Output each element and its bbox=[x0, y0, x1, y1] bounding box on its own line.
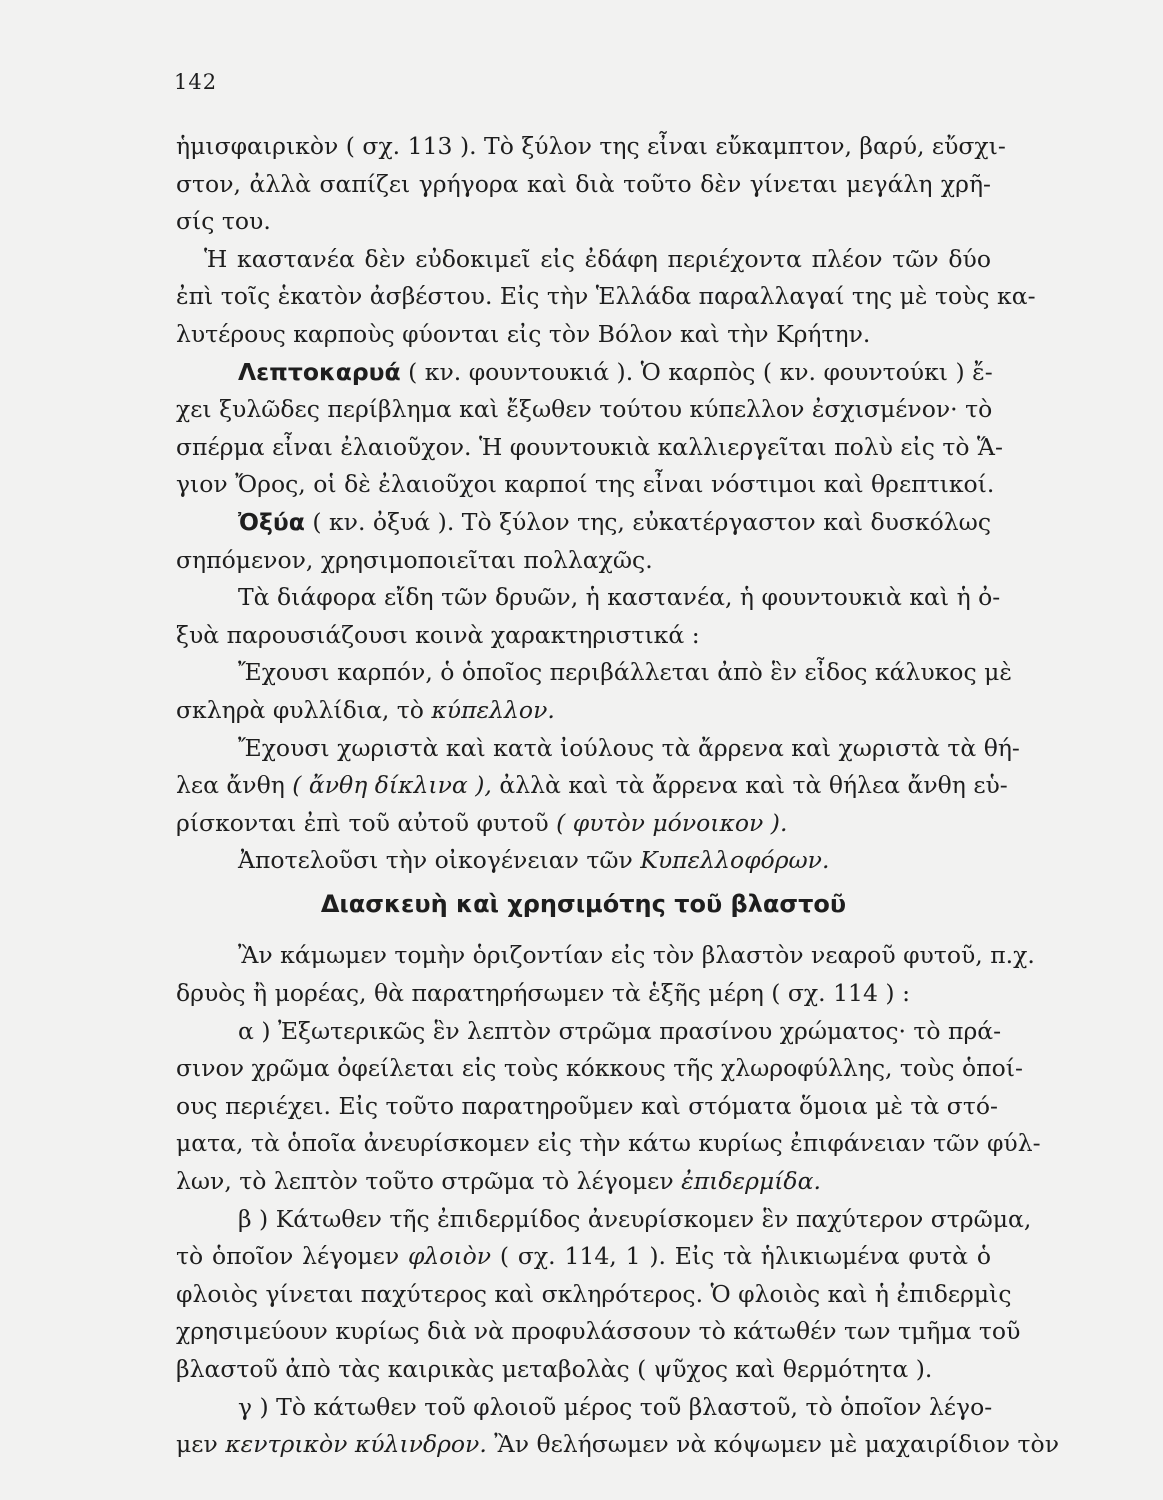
text-line: ξυὰ παρουσιάζουσι κοινὰ χαρακτηριστικά : bbox=[176, 620, 700, 649]
text-line: σίς του. bbox=[176, 207, 271, 236]
text-line: Ἔχουσι χωριστὰ καὶ κατὰ ἰούλους τὰ ἄρρενα καὶ χωριστὰ τὰ θή- bbox=[238, 733, 1020, 762]
text-line: στον, ἀλλὰ σαπίζει γρήγορα καὶ διὰ τοῦτο δὲν γίνεται μεγάλη χρῆ- bbox=[176, 169, 991, 198]
text-fragment: μεν bbox=[176, 1430, 226, 1459]
text-line: Ἂν κάμωμεν τομὴν ὁριζοντίαν εἰς τὸν βλαστὸν νεαροῦ φυτοῦ, π.χ. bbox=[238, 941, 1035, 970]
text-line bbox=[176, 842, 991, 880]
text-fragment: ρίσκονται ἐπὶ τοῦ αὐτοῦ φυτοῦ bbox=[176, 808, 557, 837]
term-oxya: Ὀξύα bbox=[238, 507, 305, 536]
text-line: δρυὸς ἢ μορέας, θὰ παρατηρήσωμεν τὰ ἑξῆς μέρη ( σχ. 114 ) : bbox=[176, 979, 910, 1008]
text-line: Τὰ διάφορα εἴδη τῶν δρυῶν, ἡ καστανέα, ἡ φουντουκιὰ καὶ ἡ ὀ- bbox=[238, 583, 1001, 612]
term-anthi-diklina: ( ἄνθη δίκλινα ), bbox=[292, 771, 492, 800]
text-fragment: ( σχ. 114, 1 ). Εἰς τὰ ἡλικιωμένα φυτὰ ὁ bbox=[491, 1242, 991, 1271]
term-kypellofora: Κυπελλοφόρων. bbox=[640, 846, 830, 875]
text-line: Ἔχουσι καρπόν, ὁ ὁποῖος περιβάλλεται ἀπὸ ἓν εἶδος κάλυκος μὲ bbox=[238, 658, 1012, 687]
text-line: σινον χρῶμα ὀφείλεται εἰς τοὺς κόκκους τῆς χλωροφύλλης, τοὺς ὁποί- bbox=[176, 1054, 1023, 1083]
text-line: α ) Ἐξωτερικῶς ἓν λεπτὸν στρῶμα πρασίνου χρώματος· τὸ πρά- bbox=[238, 1016, 1002, 1045]
text-fragment: Ἂν θελήσωμεν νὰ κόψωμεν μὲ μαχαιρίδιον τὸν bbox=[486, 1430, 1059, 1459]
text-line: ἡμισφαιρικὸν ( σχ. 113 ). Τὸ ξύλον της εἶναι εὔκαμπτον, βαρύ, εὔσχι- bbox=[176, 132, 1006, 160]
term-floios: φλοιὸν bbox=[407, 1242, 492, 1271]
text-fragment: λων, τὸ λεπτὸν τοῦτο στρῶμα τὸ λέγομεν bbox=[176, 1167, 682, 1196]
text-line: λυτέρους καρποὺς φύονται εἰς τὸν Βόλον καὶ τὴν Κρήτην. bbox=[176, 319, 871, 348]
text-line: ματα, τὰ ὁποῖα ἀνευρίσκομεν εἰς τὴν κάτω κυρίως ἐπιφάνειαν τῶν φύλ- bbox=[176, 1129, 1041, 1158]
text-fragment: τὸ ὁποῖον λέγομεν bbox=[176, 1242, 408, 1271]
text-fragment: Ἀποτελοῦσι τὴν οἰκογένειαν τῶν bbox=[238, 846, 641, 875]
text-line bbox=[176, 354, 991, 392]
text-line bbox=[176, 1163, 991, 1201]
text-line bbox=[176, 767, 1008, 805]
text-line: σηπόμενον, χρησιμοποιεῖται πολλαχῶς. bbox=[176, 545, 653, 574]
term-epidermida: ἐπιδερμίδα. bbox=[681, 1167, 821, 1196]
text-fragment: ( κν. φουντουκιά ). Ὁ καρπὸς ( κν. φουντούκι ) ἔ- bbox=[400, 357, 993, 386]
term-leptokarya: Λεπτοκαρυά bbox=[238, 357, 401, 386]
text-fragment: ἀλλὰ καὶ τὰ ἄρρενα καὶ τὰ θήλεα ἄνθη εὑ- bbox=[491, 771, 1008, 800]
text-line: ους περιέχει. Εἰς τοῦτο παρατηροῦμεν καὶ στόματα ὅμοια μὲ τὰ στό- bbox=[176, 1091, 998, 1120]
term-kentrikos-kylindros: κεντρικὸν κύλινδρον. bbox=[225, 1430, 487, 1459]
text-fragment: ( κν. ὀξυά ). Τὸ ξύλον της, εὐκατέργαστον καὶ δυσκόλως bbox=[304, 507, 991, 536]
text-line: φλοιὸς γίνεται παχύτερος καὶ σκληρότερος. Ὁ φλοιὸς καὶ ἡ ἐπιδερμὶς bbox=[176, 1279, 1012, 1308]
term-fyton-monoikon: ( φυτὸν μόνοικον ). bbox=[556, 808, 788, 837]
text-line: γιον Ὄρος, οἱ δὲ ἐλαιοῦχοι καρποί της εἶναι νόστιμοι καὶ θρεπτικοί. bbox=[176, 470, 995, 499]
text-line bbox=[176, 692, 991, 730]
text-line bbox=[176, 1426, 1059, 1464]
text-line: ἐπὶ τοῖς ἑκατὸν ἀσβέστου. Εἰς τὴν Ἑλλάδα παραλλαγαί της μὲ τοὺς κα- bbox=[176, 282, 1036, 311]
page-number: 142 bbox=[174, 70, 218, 94]
text-line: σπέρμα εἶναι ἐλαιοῦχον. Ἡ φουντουκιὰ καλλιεργεῖται πολὺ εἰς τὸ Ἅ- bbox=[176, 432, 1003, 461]
text-line bbox=[176, 504, 991, 542]
text-line: γ ) Τὸ κάτωθεν τοῦ φλοιοῦ μέρος τοῦ βλαστοῦ, τὸ ὁποῖον λέγο- bbox=[238, 1392, 993, 1421]
text-line: β ) Κάτωθεν τῆς ἐπιδερμίδος ἀνευρίσκομεν ἓν παχύτερον στρῶμα, bbox=[238, 1204, 1032, 1233]
text-line: βλαστοῦ ἀπὸ τὰς καιρικὰς μεταβολὰς ( ψῦχος καὶ θερμότητα ). bbox=[176, 1355, 933, 1383]
text-line: χει ξυλῶδες περίβλημα καὶ ἔξωθεν τούτου κύπελλον ἐσχισμένον· τὸ bbox=[176, 395, 993, 424]
text-fragment: σκληρὰ φυλλίδια, τὸ bbox=[176, 695, 432, 724]
term-kypellon: κύπελλον. bbox=[431, 695, 555, 724]
text-line bbox=[176, 1238, 991, 1276]
text-line bbox=[176, 805, 991, 843]
text-fragment: λεα ἄνθη bbox=[176, 771, 293, 800]
text-line: χρησιμεύουν κυρίως διὰ νὰ προφυλάσσουν τὸ κάτωθέν των τμῆμα τοῦ bbox=[176, 1317, 1021, 1346]
body-text bbox=[176, 128, 1059, 1464]
text-line: Ἡ καστανέα δὲν εὐδοκιμεῖ εἰς ἐδάφη περιέχοντα πλέον τῶν δύο bbox=[204, 244, 991, 273]
section-heading: Διασκευὴ καὶ χρησιμότης τοῦ βλαστοῦ bbox=[320, 889, 847, 918]
